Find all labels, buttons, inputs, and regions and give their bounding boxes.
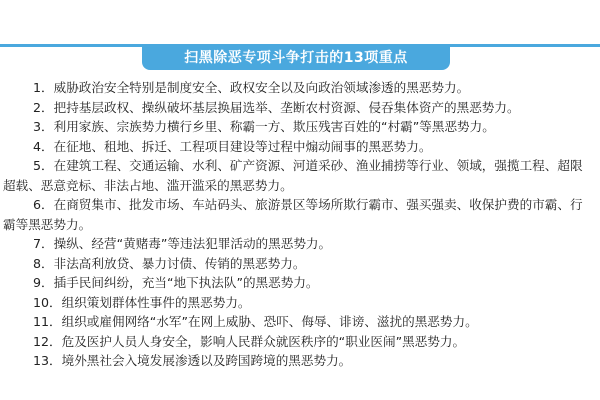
list-item: 11．组织或雇佣网络“水军”在网上威胁、恐吓、侮辱、诽谤、滋扰的黑恶势力。 (33, 314, 478, 329)
list-item: 7．操纵、经营“黄赌毒”等违法犯罪活动的黑恶势力。 (33, 236, 332, 251)
list-item: 13．境外黑社会入境发展渗透以及跨国跨境的黑恶势力。 (33, 353, 352, 368)
list-item: 9．插手民间纠纷，充当“地下执法队”的黑恶势力。 (33, 275, 319, 290)
list-item: 2．把持基层政权、操纵破坏基层换届选举、垄断农村资源、侵吞集体资产的黑恶势力。 (33, 99, 520, 115)
list-item: 3．利用家族、宗族势力横行乡里、称霸一方、欺压残害百姓的“村霸”等黑恶势力。 (33, 119, 495, 134)
list-item: 6．在商贸集市、批发市场、车站码头、旅游景区等场所欺行霸市、强买强卖、收保护费的市霸、行霸等黑恶势力。 (3, 197, 583, 232)
list-item: 8．非法高利放贷、暴力讨债、传销的黑恶势力。 (33, 255, 306, 271)
title-banner (142, 44, 450, 70)
list-item: 10．组织策划群体性事件的黑恶势力。 (33, 294, 251, 310)
page-title: 扫黑除恶专项斗争打击的13项重点 (184, 50, 408, 66)
list-item: 4．在征地、租地、拆迁、工程项目建设等过程中煽动闹事的黑恶势力。 (33, 138, 432, 154)
list-item: 12．危及医护人员人身安全，影响人民群众就医秩序的“职业医闹”黑恶势力。 (33, 333, 466, 349)
key-points-list (3, 78, 595, 371)
list-item: 5．在建筑工程、交通运输、水利、矿产资源、河道采砂、渔业捕捞等行业、领域，强揽工程、超限超载、恶意竞标、非法占地、滥开滥采的黑恶势力。 (3, 158, 583, 193)
list-item: 1．威胁政治安全特别是制度安全、政权安全以及向政治领域渗透的黑恶势力。 (33, 80, 470, 95)
